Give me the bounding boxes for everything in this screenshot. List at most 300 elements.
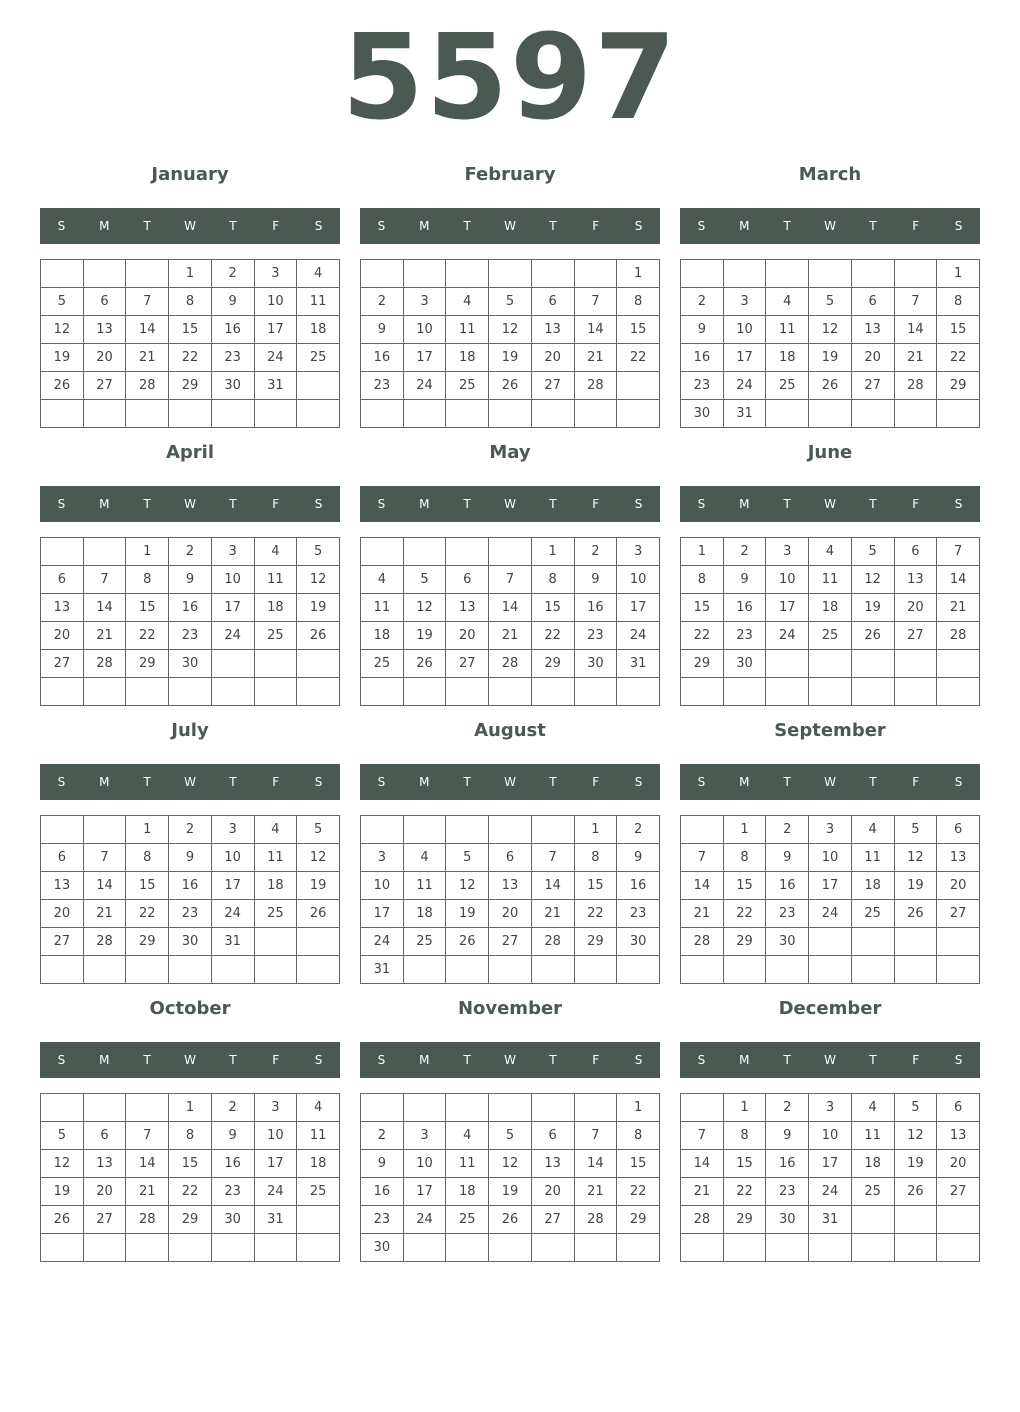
weekday-label: S: [314, 1053, 323, 1067]
day-cell: 16: [361, 344, 404, 372]
day-cell: [894, 956, 937, 984]
day-cell: 2: [211, 260, 254, 288]
day-cell: 26: [297, 900, 340, 928]
day-cell: 21: [574, 344, 617, 372]
weekday-label: T: [463, 497, 471, 511]
day-cell: 23: [681, 372, 724, 400]
day-cell: 12: [403, 594, 446, 622]
day-grid: [680, 815, 980, 984]
day-cell: [531, 678, 574, 706]
week-row: [681, 316, 980, 344]
weekday-label: M: [739, 1053, 750, 1067]
day-cell: 3: [254, 1094, 297, 1122]
day-cell: [254, 400, 297, 428]
day-cell: 8: [126, 566, 169, 594]
weekday-label: M: [739, 775, 750, 789]
day-cell: 18: [361, 622, 404, 650]
day-cell: 13: [851, 316, 894, 344]
weekday-label: T: [229, 1053, 237, 1067]
day-cell: 23: [361, 372, 404, 400]
day-cell: 1: [723, 1094, 766, 1122]
day-cell: [83, 260, 126, 288]
weekday-label: M: [99, 1053, 110, 1067]
weekday-label: S: [697, 775, 706, 789]
day-cell: 25: [766, 372, 809, 400]
weekday-label: S: [954, 1053, 963, 1067]
week-row: [681, 1234, 980, 1262]
day-cell: [937, 650, 980, 678]
weekday-label: F: [592, 775, 600, 789]
day-cell: [851, 650, 894, 678]
day-cell: 27: [41, 650, 84, 678]
day-cell: [446, 956, 489, 984]
day-cell: 27: [83, 372, 126, 400]
day-cell: 17: [211, 594, 254, 622]
weekday-label: W: [184, 775, 196, 789]
week-row: [361, 844, 660, 872]
day-cell: 3: [766, 538, 809, 566]
weekday-label: T: [549, 497, 557, 511]
day-grid: [360, 537, 660, 706]
weekday-label: S: [377, 219, 386, 233]
weekday-label: S: [377, 1053, 386, 1067]
day-cell: 24: [723, 372, 766, 400]
weekday-label: S: [314, 219, 323, 233]
day-cell: [403, 260, 446, 288]
weekday-label: T: [549, 775, 557, 789]
day-cell: [446, 260, 489, 288]
day-cell: 3: [809, 1094, 852, 1122]
day-cell: 13: [894, 566, 937, 594]
day-cell: 14: [83, 594, 126, 622]
weekday-label: W: [824, 219, 836, 233]
day-cell: 8: [617, 1122, 660, 1150]
weekday-label: S: [697, 219, 706, 233]
day-cell: [254, 956, 297, 984]
day-cell: 21: [937, 594, 980, 622]
day-cell: 1: [126, 816, 169, 844]
day-cell: 14: [531, 872, 574, 900]
week-row: [681, 566, 980, 594]
day-cell: [851, 928, 894, 956]
week-row: [41, 594, 340, 622]
day-cell: 18: [766, 344, 809, 372]
day-cell: 6: [937, 816, 980, 844]
day-cell: [531, 816, 574, 844]
day-cell: [531, 400, 574, 428]
day-cell: [169, 1234, 212, 1262]
weekday-label: F: [912, 1053, 920, 1067]
day-cell: [766, 956, 809, 984]
day-cell: 14: [126, 1150, 169, 1178]
day-cell: 30: [211, 372, 254, 400]
day-cell: 25: [446, 372, 489, 400]
weekday-label: W: [504, 497, 516, 511]
day-cell: 3: [254, 260, 297, 288]
weekday-label: T: [143, 219, 151, 233]
day-cell: [446, 538, 489, 566]
day-cell: 6: [41, 566, 84, 594]
week-row: [41, 538, 340, 566]
week-row: [681, 844, 980, 872]
day-cell: 17: [766, 594, 809, 622]
day-cell: [894, 260, 937, 288]
day-cell: 23: [169, 622, 212, 650]
week-row: [681, 594, 980, 622]
day-cell: [83, 678, 126, 706]
weekday-label: S: [377, 497, 386, 511]
day-cell: 10: [211, 566, 254, 594]
day-cell: [809, 678, 852, 706]
week-row: [41, 1206, 340, 1234]
week-row: [361, 928, 660, 956]
weekday-label: M: [99, 219, 110, 233]
day-cell: 1: [574, 816, 617, 844]
day-cell: 10: [211, 844, 254, 872]
day-cell: 23: [361, 1206, 404, 1234]
week-row: [361, 538, 660, 566]
day-cell: 4: [766, 288, 809, 316]
day-cell: [403, 678, 446, 706]
day-cell: 25: [851, 900, 894, 928]
day-cell: 22: [723, 900, 766, 928]
day-cell: 26: [41, 372, 84, 400]
day-cell: 2: [574, 538, 617, 566]
day-cell: 22: [617, 1178, 660, 1206]
day-cell: 11: [766, 316, 809, 344]
weekday-label: W: [184, 497, 196, 511]
day-cell: 11: [361, 594, 404, 622]
day-cell: 3: [617, 538, 660, 566]
week-row: [681, 400, 980, 428]
day-cell: 24: [254, 344, 297, 372]
day-cell: 30: [723, 650, 766, 678]
day-cell: 29: [169, 372, 212, 400]
day-cell: 11: [254, 566, 297, 594]
weekday-label: T: [869, 497, 877, 511]
day-cell: 30: [574, 650, 617, 678]
day-cell: [41, 1234, 84, 1262]
day-cell: [126, 400, 169, 428]
weekday-header: [360, 486, 660, 522]
week-row: [361, 900, 660, 928]
week-row: [41, 400, 340, 428]
day-cell: 2: [169, 538, 212, 566]
day-cell: 31: [809, 1206, 852, 1234]
week-row: [361, 1206, 660, 1234]
weekday-label: S: [634, 1053, 643, 1067]
day-cell: 26: [403, 650, 446, 678]
day-cell: 10: [361, 872, 404, 900]
day-cell: [83, 1094, 126, 1122]
day-cell: [41, 260, 84, 288]
day-cell: 18: [254, 872, 297, 900]
day-cell: [41, 400, 84, 428]
day-cell: [681, 1094, 724, 1122]
day-cell: 2: [766, 816, 809, 844]
day-cell: [446, 678, 489, 706]
week-row: [41, 1178, 340, 1206]
day-cell: 12: [894, 844, 937, 872]
day-cell: 12: [41, 316, 84, 344]
day-cell: [766, 678, 809, 706]
day-cell: 14: [681, 1150, 724, 1178]
day-cell: 25: [297, 344, 340, 372]
day-cell: [617, 400, 660, 428]
weekday-label: T: [463, 775, 471, 789]
day-cell: 17: [403, 344, 446, 372]
week-row: [41, 816, 340, 844]
day-cell: 9: [574, 566, 617, 594]
weekday-header: [360, 208, 660, 244]
day-cell: [681, 956, 724, 984]
week-row: [681, 372, 980, 400]
day-cell: 31: [254, 1206, 297, 1234]
day-cell: 5: [446, 844, 489, 872]
day-cell: 22: [937, 344, 980, 372]
day-cell: 27: [937, 900, 980, 928]
day-cell: 1: [531, 538, 574, 566]
weekday-label: M: [99, 775, 110, 789]
day-cell: 21: [574, 1178, 617, 1206]
weekday-label: F: [272, 497, 280, 511]
day-cell: 24: [403, 1206, 446, 1234]
day-cell: 5: [894, 1094, 937, 1122]
day-cell: 29: [126, 928, 169, 956]
weekday-label: M: [419, 219, 430, 233]
day-cell: [937, 956, 980, 984]
weekday-label: S: [377, 775, 386, 789]
weekday-header: [40, 1042, 340, 1078]
week-row: [681, 900, 980, 928]
day-cell: 7: [894, 288, 937, 316]
day-cell: 13: [937, 844, 980, 872]
day-cell: 13: [83, 316, 126, 344]
weekday-label: T: [463, 1053, 471, 1067]
day-cell: 14: [126, 316, 169, 344]
day-cell: 9: [723, 566, 766, 594]
day-cell: 7: [126, 288, 169, 316]
day-cell: [41, 538, 84, 566]
weekday-label: M: [99, 497, 110, 511]
day-cell: 11: [297, 288, 340, 316]
day-cell: 24: [254, 1178, 297, 1206]
day-cell: [361, 400, 404, 428]
day-cell: 1: [681, 538, 724, 566]
weekday-label: T: [783, 775, 791, 789]
weekday-label: F: [272, 1053, 280, 1067]
day-cell: 28: [894, 372, 937, 400]
day-cell: 8: [126, 844, 169, 872]
day-cell: 6: [851, 288, 894, 316]
day-cell: 21: [126, 1178, 169, 1206]
weekday-label: T: [549, 219, 557, 233]
day-cell: 20: [937, 1150, 980, 1178]
week-row: [681, 678, 980, 706]
day-cell: 14: [681, 872, 724, 900]
day-cell: 29: [681, 650, 724, 678]
day-cell: 24: [403, 372, 446, 400]
day-cell: 23: [211, 344, 254, 372]
day-cell: 14: [489, 594, 532, 622]
day-cell: [809, 260, 852, 288]
day-cell: 5: [297, 816, 340, 844]
week-row: [361, 1178, 660, 1206]
day-cell: 12: [297, 844, 340, 872]
day-cell: 9: [169, 566, 212, 594]
day-cell: 27: [531, 1206, 574, 1234]
weekday-label: S: [57, 775, 66, 789]
day-cell: [574, 1094, 617, 1122]
day-cell: [937, 1206, 980, 1234]
day-cell: 4: [361, 566, 404, 594]
day-cell: [446, 400, 489, 428]
day-cell: [169, 678, 212, 706]
day-cell: 4: [254, 816, 297, 844]
day-cell: 20: [489, 900, 532, 928]
day-cell: [617, 956, 660, 984]
day-cell: 22: [723, 1178, 766, 1206]
week-row: [41, 622, 340, 650]
month-name: November: [457, 998, 563, 1019]
day-cell: 30: [211, 1206, 254, 1234]
week-row: [361, 372, 660, 400]
day-cell: 23: [766, 900, 809, 928]
day-cell: [403, 400, 446, 428]
day-cell: 13: [41, 872, 84, 900]
week-row: [681, 956, 980, 984]
weekday-label: T: [143, 775, 151, 789]
day-cell: 10: [254, 1122, 297, 1150]
day-cell: 18: [297, 1150, 340, 1178]
day-cell: 26: [489, 1206, 532, 1234]
day-cell: [489, 816, 532, 844]
day-grid: [40, 1093, 340, 1262]
day-cell: 19: [894, 1150, 937, 1178]
day-cell: 18: [297, 316, 340, 344]
day-cell: 15: [937, 316, 980, 344]
day-cell: [574, 1234, 617, 1262]
day-cell: [574, 678, 617, 706]
day-cell: 28: [574, 1206, 617, 1234]
day-cell: 12: [809, 316, 852, 344]
day-cell: [297, 650, 340, 678]
day-cell: 8: [574, 844, 617, 872]
day-cell: 19: [41, 1178, 84, 1206]
day-cell: 18: [809, 594, 852, 622]
day-cell: 25: [851, 1178, 894, 1206]
day-cell: 26: [894, 1178, 937, 1206]
day-cell: 4: [403, 844, 446, 872]
day-cell: [531, 1234, 574, 1262]
weekday-label: S: [57, 219, 66, 233]
weekday-header: [40, 486, 340, 522]
day-cell: 17: [254, 1150, 297, 1178]
weekday-label: T: [869, 775, 877, 789]
day-cell: 8: [937, 288, 980, 316]
weekday-label: T: [463, 219, 471, 233]
day-cell: 27: [531, 372, 574, 400]
day-cell: 26: [894, 900, 937, 928]
day-cell: 16: [617, 872, 660, 900]
day-cell: 17: [211, 872, 254, 900]
day-cell: 29: [723, 928, 766, 956]
day-cell: 15: [617, 316, 660, 344]
day-cell: 23: [617, 900, 660, 928]
day-cell: 24: [361, 928, 404, 956]
week-row: [681, 288, 980, 316]
day-cell: 22: [126, 900, 169, 928]
day-cell: [169, 400, 212, 428]
week-row: [681, 928, 980, 956]
day-cell: [41, 816, 84, 844]
day-cell: 5: [894, 816, 937, 844]
weekday-label: S: [57, 1053, 66, 1067]
week-row: [361, 594, 660, 622]
day-cell: 8: [169, 1122, 212, 1150]
week-row: [41, 872, 340, 900]
day-cell: 17: [254, 316, 297, 344]
day-cell: 1: [937, 260, 980, 288]
day-cell: 4: [297, 260, 340, 288]
day-cell: 2: [211, 1094, 254, 1122]
day-cell: [531, 260, 574, 288]
day-cell: 18: [403, 900, 446, 928]
weekday-label: W: [504, 1053, 516, 1067]
day-cell: 28: [126, 1206, 169, 1234]
day-cell: 3: [723, 288, 766, 316]
day-cell: 8: [531, 566, 574, 594]
day-cell: 4: [446, 288, 489, 316]
day-cell: 6: [489, 844, 532, 872]
weekday-label: T: [869, 1053, 877, 1067]
month-name: August: [474, 720, 546, 741]
day-cell: 30: [361, 1234, 404, 1262]
day-cell: 27: [894, 622, 937, 650]
day-cell: 28: [681, 1206, 724, 1234]
day-cell: [766, 260, 809, 288]
day-cell: 28: [83, 928, 126, 956]
day-cell: [574, 400, 617, 428]
day-cell: [489, 538, 532, 566]
day-cell: [83, 538, 126, 566]
day-cell: 9: [617, 844, 660, 872]
day-cell: [681, 816, 724, 844]
day-cell: [361, 260, 404, 288]
weekday-label: T: [783, 219, 791, 233]
day-cell: 22: [126, 622, 169, 650]
day-cell: [851, 400, 894, 428]
day-cell: 15: [126, 872, 169, 900]
week-row: [361, 816, 660, 844]
weekday-label: S: [954, 219, 963, 233]
week-row: [361, 872, 660, 900]
day-grid: [40, 815, 340, 984]
day-cell: 19: [446, 900, 489, 928]
day-cell: [126, 260, 169, 288]
month-name: September: [774, 720, 886, 741]
month-name: March: [798, 164, 862, 185]
weekday-label: T: [783, 1053, 791, 1067]
day-cell: [489, 260, 532, 288]
weekday-header: [360, 764, 660, 800]
day-cell: 28: [531, 928, 574, 956]
day-cell: 22: [169, 344, 212, 372]
weekday-label: W: [184, 219, 196, 233]
day-cell: 7: [83, 566, 126, 594]
day-cell: 10: [403, 1150, 446, 1178]
day-cell: 3: [361, 844, 404, 872]
